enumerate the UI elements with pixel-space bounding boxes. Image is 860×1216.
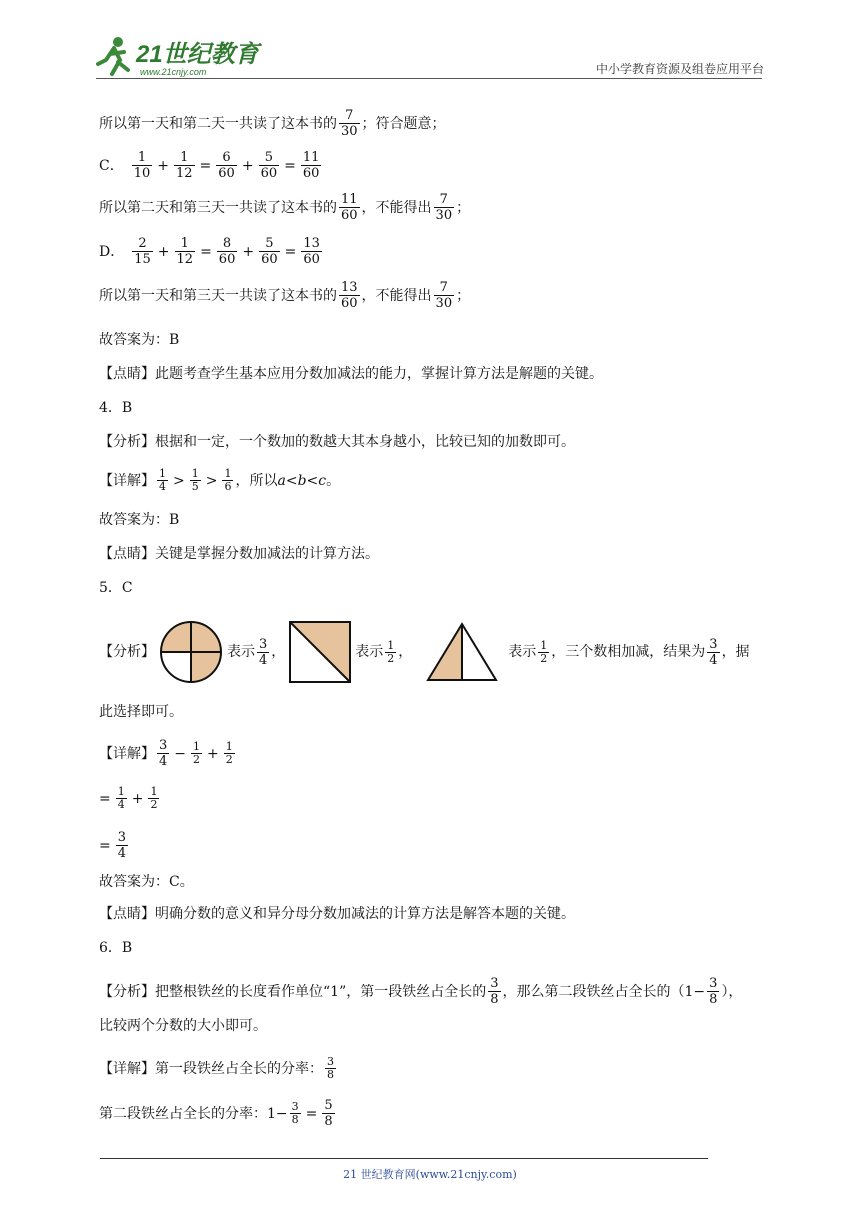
text: 表示: [355, 644, 384, 660]
operator: +: [131, 790, 144, 807]
denominator: 8: [327, 1068, 334, 1081]
denominator: 8: [291, 1113, 299, 1126]
operator: >: [173, 472, 185, 489]
operator: =: [305, 1105, 318, 1122]
fraction: [257, 637, 269, 668]
denominator: 8: [709, 992, 718, 1007]
text: 。: [326, 472, 341, 489]
analysis-5: [99, 620, 750, 684]
numerator: 3: [327, 1055, 334, 1068]
text: ，据: [721, 644, 750, 660]
logo: [96, 34, 266, 78]
numerator: 1: [137, 150, 147, 165]
numerator: 1: [117, 785, 125, 798]
numerator: 8: [222, 236, 232, 251]
fraction: [175, 236, 196, 267]
text: ，: [271, 644, 286, 660]
tip-5: 【点睛】明确分数的意义和异分母分数加减法的计算方法是解答本题的关键。: [99, 906, 575, 922]
denominator: 30: [435, 208, 453, 223]
numerator: 3: [117, 830, 127, 845]
fraction: [217, 236, 238, 267]
fraction: [434, 280, 455, 311]
question-4-heading: 4．B: [99, 400, 133, 416]
line-day2-day3: [99, 192, 470, 223]
site-name: 中小学教育资源及组卷应用平台: [595, 62, 764, 76]
denominator: 8: [324, 1114, 333, 1129]
text: 所以第一天和第三天一共读了这本书的: [99, 287, 337, 304]
numerator: 3: [291, 1100, 299, 1113]
denominator: 60: [260, 166, 278, 181]
operator: =: [284, 243, 297, 260]
fraction: [325, 1056, 336, 1081]
operator: <: [285, 472, 298, 489]
fraction: [339, 192, 360, 223]
denominator: 2: [225, 753, 233, 766]
denominator: 2: [387, 651, 395, 665]
denominator: 4: [159, 480, 166, 493]
numerator: 7: [439, 280, 448, 295]
text: 【详解】第一段铁丝占全长的分率：: [99, 1060, 323, 1077]
text: ，不能得出: [361, 287, 432, 304]
fraction: [116, 830, 128, 861]
numerator: 6: [222, 150, 231, 165]
label: 【详解】: [99, 472, 155, 489]
circle-quarters-figure: [159, 620, 223, 684]
header-divider: [96, 78, 762, 79]
label: 【详解】: [99, 745, 155, 762]
denominator: 10: [133, 166, 151, 181]
numerator: 13: [303, 236, 320, 251]
numerator: 3: [709, 976, 718, 991]
operator: =: [199, 157, 212, 174]
fraction: [707, 976, 719, 1007]
fraction: [157, 468, 168, 493]
denominator: 12: [176, 252, 194, 267]
fraction: [132, 150, 153, 181]
question-5-heading: 5．C: [99, 580, 133, 596]
line-day1-day3: [99, 280, 470, 311]
runner-icon: [98, 37, 128, 74]
denominator: 2: [150, 798, 158, 811]
denominator: 60: [302, 166, 320, 181]
numerator: 1: [180, 150, 189, 165]
variable: b: [297, 472, 307, 489]
denominator: 12: [176, 166, 193, 181]
page-header: [96, 34, 764, 80]
text: 第二段铁丝占全长的分率：1−: [99, 1105, 288, 1122]
operator: +: [157, 243, 170, 260]
answer-4: 故答案为：B: [99, 512, 180, 528]
fraction: [132, 236, 153, 267]
denominator: 4: [709, 652, 718, 668]
denominator: 60: [341, 208, 358, 223]
option-label: C．: [99, 157, 124, 174]
denominator: 4: [117, 798, 125, 811]
fraction: [301, 236, 322, 267]
fraction: [322, 1098, 334, 1129]
denominator: 8: [490, 992, 499, 1007]
numerator: 1: [387, 638, 395, 652]
detail-5: [99, 738, 237, 769]
analysis-5-continued: 此选择即可。: [99, 704, 183, 720]
denominator: 4: [259, 652, 268, 668]
analysis-6: [99, 976, 742, 1007]
text: ，所以: [235, 472, 278, 489]
logo-text: 21世纪教育: [136, 41, 259, 68]
denominator: 30: [435, 296, 453, 311]
text: 表示: [508, 644, 537, 660]
fraction: [707, 637, 719, 668]
denominator: 4: [159, 754, 168, 769]
denominator: 60: [261, 252, 278, 267]
numerator: 1: [180, 236, 189, 251]
tip-4: 【点睛】关键是掌握分数加减法的计算方法。: [99, 546, 379, 562]
variable: c: [318, 472, 327, 489]
numerator: 3: [490, 976, 499, 991]
numerator: 5: [324, 1098, 333, 1113]
operator: >: [205, 472, 218, 489]
line-day1-day2: [99, 108, 446, 139]
fraction: [148, 786, 159, 811]
option-c-equation: [99, 150, 323, 181]
detail-6-line-1: [99, 1056, 338, 1081]
text: ），: [721, 983, 743, 1000]
text: ；: [456, 287, 471, 304]
triangle-half-figure: [426, 622, 498, 682]
operator: =: [284, 157, 296, 174]
question-6-heading: 6．B: [99, 940, 133, 956]
operator: <: [306, 472, 319, 489]
numerator: 1: [150, 785, 158, 798]
footer-link[interactable]: 21 世纪教育网(www.21cnjy.com): [343, 1168, 517, 1181]
denominator: 6: [224, 480, 232, 493]
detail-5-step-2: [99, 786, 161, 811]
denominator: 60: [218, 166, 235, 181]
denominator: 15: [134, 252, 151, 267]
numerator: 1: [225, 740, 233, 753]
denominator: 60: [303, 252, 320, 267]
analysis-4: 【分析】根据和一定，一个数加的数越大其本身越小，比较已知的加数即可。: [99, 434, 575, 450]
numerator: 3: [159, 738, 168, 753]
numerator: 1: [224, 467, 232, 480]
fraction: [339, 108, 360, 139]
numerator: 1: [193, 740, 201, 753]
text: 表示: [227, 644, 255, 660]
footer-divider: [100, 1158, 708, 1159]
fraction: [157, 738, 169, 769]
detail-4: [99, 468, 340, 493]
numerator: 2: [138, 236, 147, 251]
text: ，: [398, 644, 413, 660]
text: ；: [456, 199, 471, 216]
numerator: 7: [345, 108, 354, 123]
fraction: [488, 976, 500, 1007]
operator: =: [99, 790, 111, 807]
tip-3: 【点睛】此题考查学生基本应用分数加减法的能力，掌握计算方法是解题的关键。: [99, 366, 603, 382]
operator: −: [174, 745, 187, 762]
operator: =: [99, 837, 111, 854]
text: ，不能得出: [361, 199, 432, 216]
numerator: 5: [264, 150, 273, 165]
denominator: 4: [117, 846, 127, 861]
fraction: [216, 150, 237, 181]
operator: +: [207, 745, 219, 762]
answer-3: 故答案为：B: [99, 332, 180, 348]
fraction: [174, 150, 195, 181]
fraction: [116, 786, 127, 811]
fraction: [538, 640, 549, 665]
denominator: 2: [193, 753, 201, 766]
analysis-6-continued: 比较两个分数的大小即可。: [99, 1018, 267, 1034]
denominator: 60: [218, 252, 236, 267]
logo-url: www.21cnjy.com: [140, 67, 207, 77]
denominator: 5: [191, 480, 199, 493]
numerator: 1: [191, 467, 199, 480]
fraction: [339, 280, 360, 311]
numerator: 7: [439, 192, 448, 207]
square-half-figure: [289, 621, 351, 683]
fraction: [191, 741, 202, 766]
operator: +: [157, 157, 169, 174]
numerator: 1: [159, 467, 166, 480]
detail-6-line-2: [99, 1098, 337, 1129]
fraction: [259, 236, 280, 267]
denominator: 30: [341, 124, 358, 139]
text: ；符合题意；: [361, 115, 446, 132]
detail-5-step-3: [99, 830, 130, 861]
text: 所以第一天和第二天一共读了这本书的: [99, 115, 337, 132]
numerator: 11: [341, 192, 358, 207]
operator: +: [241, 157, 254, 174]
text: ，三个数相加减，结果为: [551, 644, 706, 660]
fraction: [385, 640, 396, 665]
fraction: [301, 150, 322, 181]
answer-5: 故答案为：C。: [99, 874, 194, 890]
fraction: [434, 192, 455, 223]
operator: =: [200, 243, 212, 260]
fraction: [190, 468, 201, 493]
fraction: [290, 1101, 301, 1126]
option-d-equation: [99, 236, 324, 267]
numerator: 3: [709, 636, 718, 652]
text: 【分析】把整根铁丝的长度看作单位“1”，第一段铁丝占全长的: [99, 983, 487, 1000]
label: 【分析】: [99, 644, 155, 660]
option-label: D．: [99, 243, 125, 260]
numerator: 3: [259, 636, 268, 652]
variable: a: [277, 472, 286, 489]
numerator: 5: [265, 236, 274, 251]
fraction: [259, 150, 280, 181]
fraction: [224, 741, 235, 766]
operator: +: [242, 243, 255, 260]
numerator: 13: [341, 280, 358, 295]
denominator: 60: [341, 296, 358, 311]
fraction: [222, 468, 233, 493]
text: ，那么第二段铁丝占全长的（1−: [502, 983, 706, 1000]
numerator: 11: [302, 150, 320, 165]
numerator: 1: [540, 638, 548, 652]
text: 所以第二天和第三天一共读了这本书的: [99, 199, 337, 216]
denominator: 2: [540, 651, 548, 665]
